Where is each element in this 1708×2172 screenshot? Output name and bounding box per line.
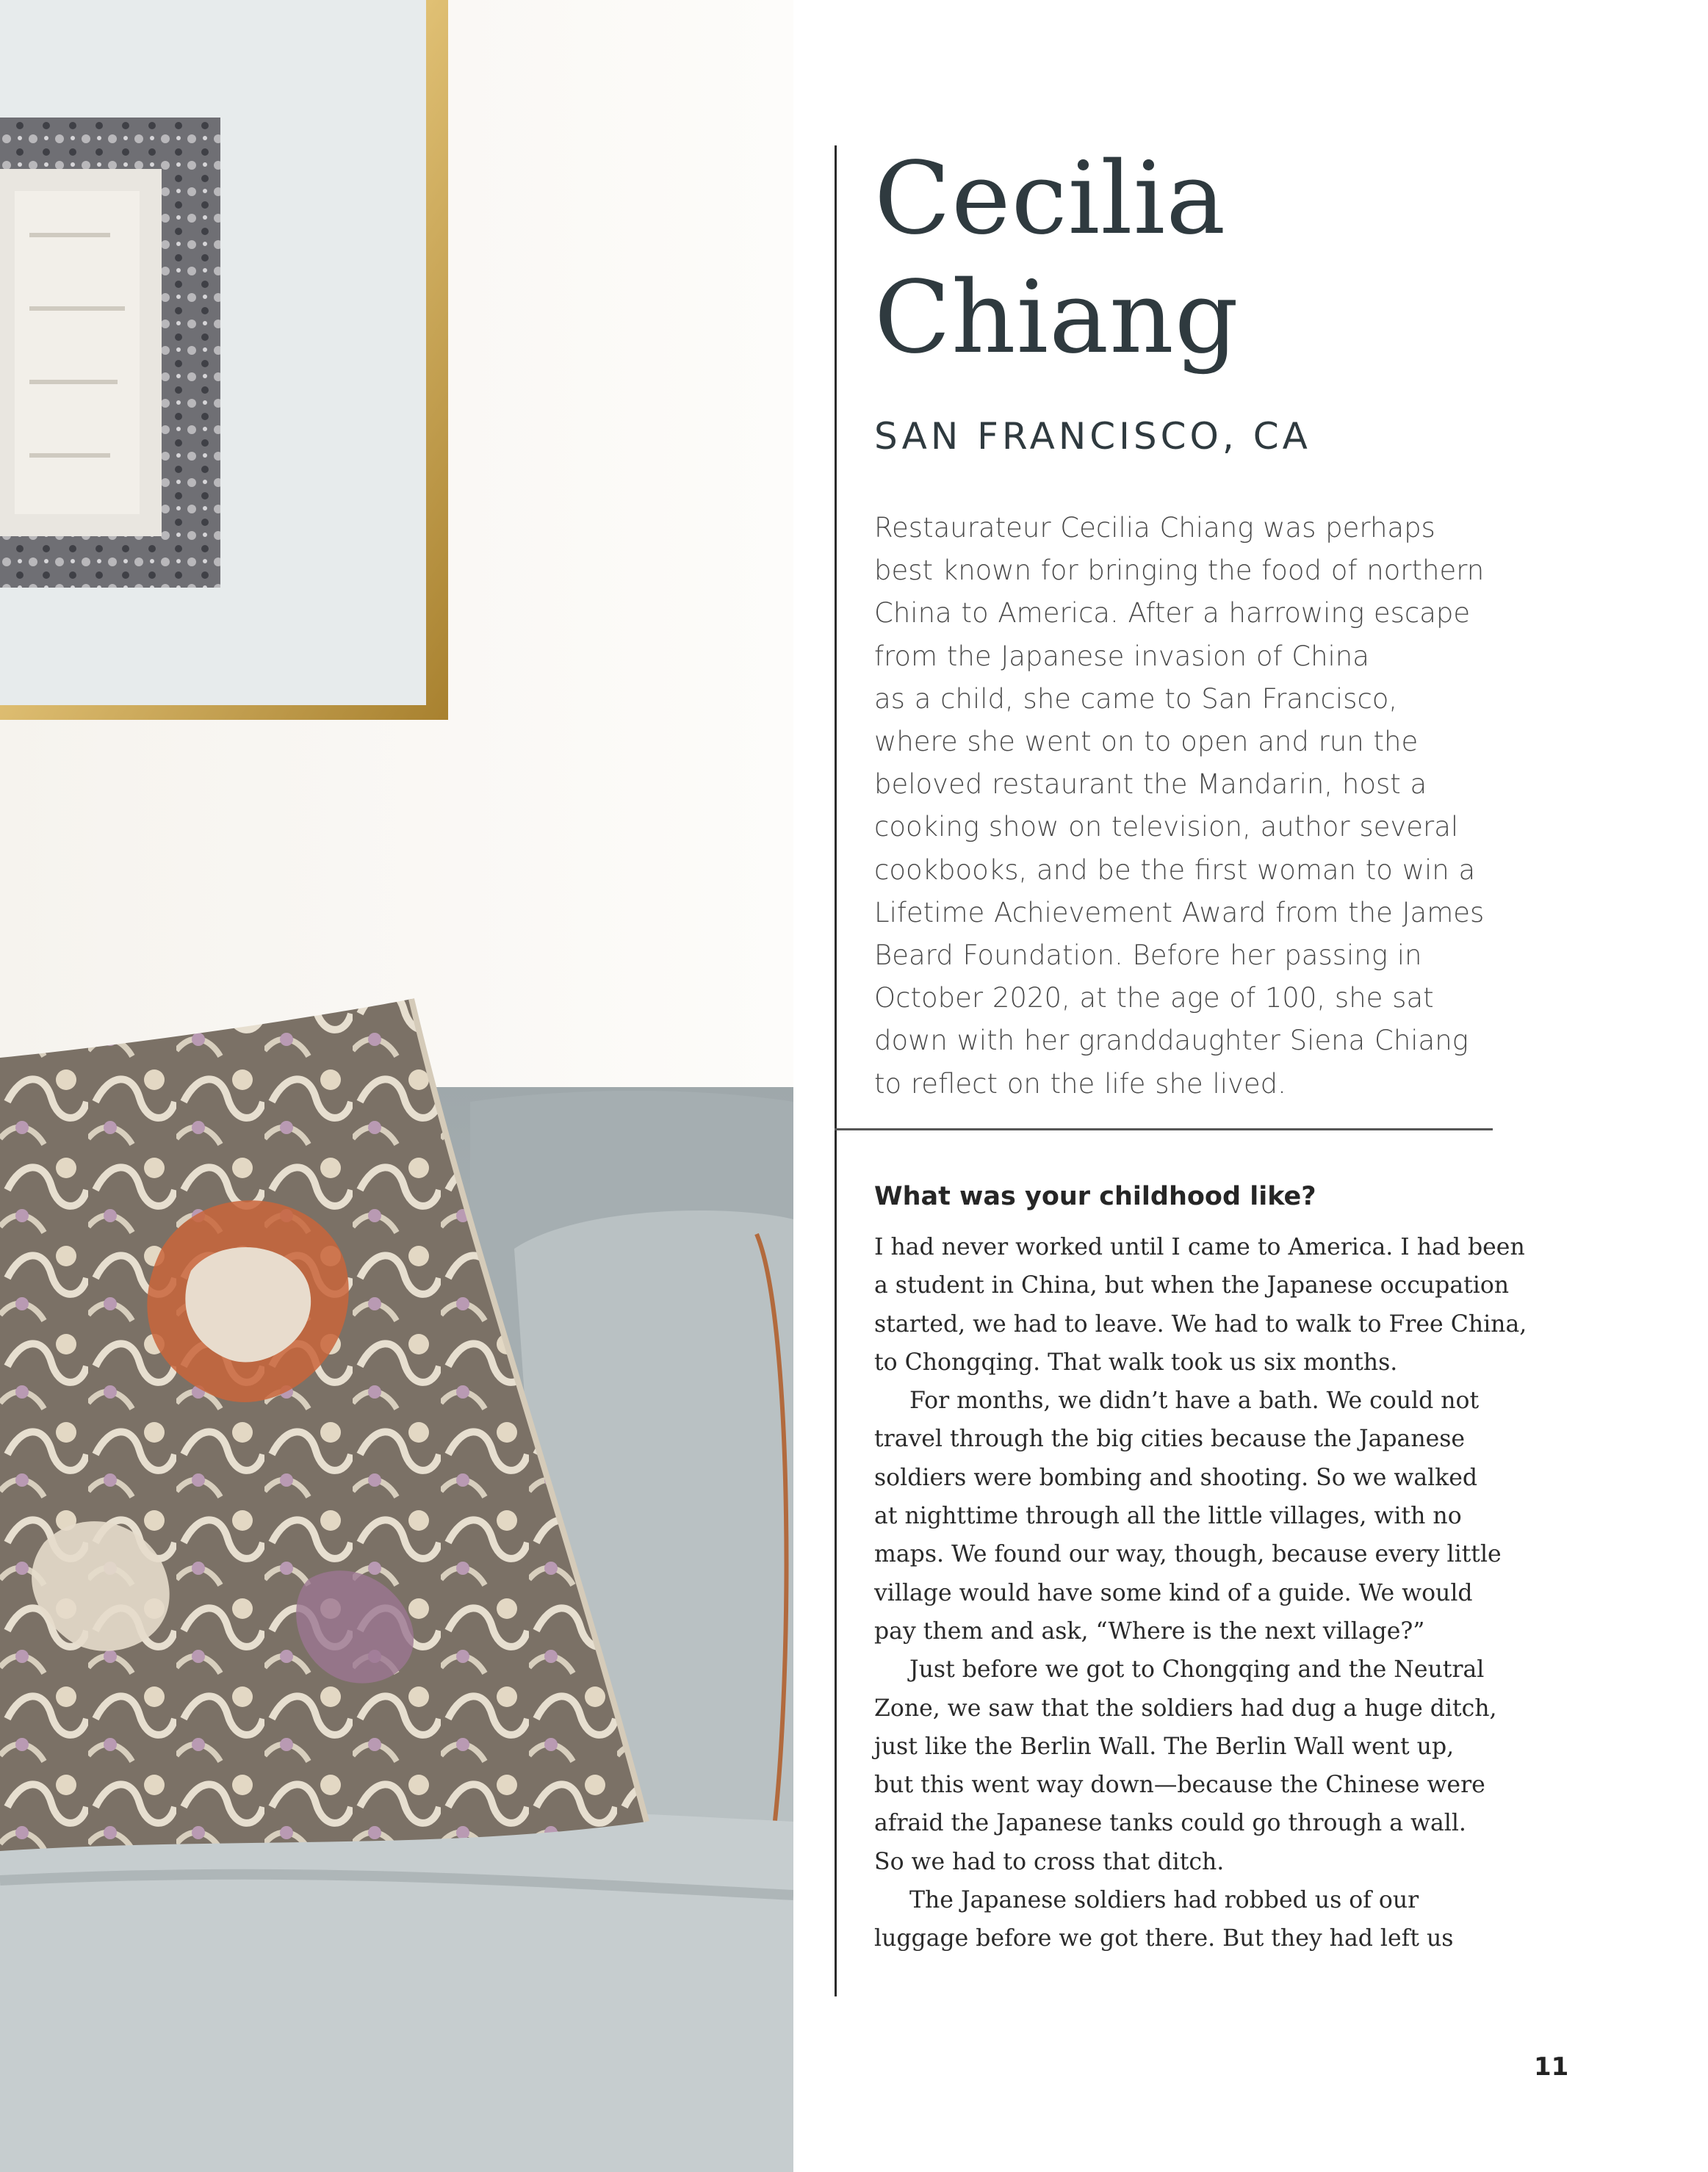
intro-line: best known for bringing the food of northern bbox=[874, 555, 1485, 587]
intro-line: Beard Foundation. Before her passing in bbox=[874, 939, 1422, 972]
page-number: 11 bbox=[1534, 2052, 1569, 2082]
intro-paragraph bbox=[874, 507, 1495, 1105]
answer-line: afraid the Japanese tanks could go through a wall. bbox=[874, 1810, 1466, 1837]
horizontal-divider bbox=[835, 1128, 1493, 1130]
answer-line: but this went way down—because the Chinese were bbox=[874, 1772, 1485, 1799]
intro-line: down with her granddaughter Siena Chiang bbox=[874, 1025, 1469, 1057]
interview-question: What was your childhood like? bbox=[874, 1182, 1316, 1211]
answer-line: a student in China, but when the Japanese occupation bbox=[874, 1272, 1510, 1299]
intro-line: to reflect on the life she lived. bbox=[874, 1067, 1286, 1100]
answer-line: pay them and ask, “Where is the next village?” bbox=[874, 1617, 1425, 1645]
answer-line: I had never worked until I came to America. I had been bbox=[874, 1234, 1525, 1260]
intro-line: cookbooks, and be the first woman to win a bbox=[874, 854, 1476, 886]
answer-line: Zone, we saw that the soldiers had dug a huge ditch, bbox=[874, 1695, 1497, 1722]
article-title bbox=[874, 140, 1477, 378]
answer-line: just like the Berlin Wall. The Berlin Wall went up, bbox=[874, 1733, 1455, 1760]
title-line-1: Cecilia bbox=[874, 141, 1227, 257]
answer-line: The Japanese soldiers had robbed us of our bbox=[909, 1887, 1419, 1914]
intro-line: October 2020, at the age of 100, she sat bbox=[874, 982, 1434, 1014]
vertical-divider-top bbox=[835, 145, 837, 1130]
answer-line: travel through the big cities because the Japanese bbox=[874, 1426, 1466, 1453]
answer-line: maps. We found our way, though, because every little bbox=[874, 1541, 1502, 1568]
intro-line: from the Japanese invasion of China bbox=[874, 640, 1369, 672]
title-line-2: Chiang bbox=[874, 260, 1239, 376]
answer-line: at nighttime through all the little villages, with no bbox=[874, 1503, 1462, 1530]
answer-line: luggage before we got there. But they had left us bbox=[874, 1925, 1454, 1952]
answer-line: For months, we didn’t have a bath. We could not bbox=[909, 1388, 1480, 1415]
answer-line: to Chongqing. That walk took us six months. bbox=[874, 1349, 1398, 1376]
intro-line: where she went on to open and run the bbox=[874, 726, 1419, 758]
answer-line: soldiers were bombing and shooting. So we walked bbox=[874, 1464, 1478, 1491]
intro-line: as a child, she came to San Francisco, bbox=[874, 682, 1398, 715]
intro-line: Lifetime Achievement Award from the James bbox=[874, 896, 1485, 928]
answer-line: Just before we got to Chongqing and the Neutral bbox=[909, 1656, 1485, 1684]
location-heading: SAN FRANCISCO, CA bbox=[874, 415, 1311, 458]
interview-answer bbox=[874, 1228, 1527, 1958]
intro-line: cooking show on television, author several bbox=[874, 811, 1459, 843]
answer-line: started, we had to leave. We had to walk to Free China, bbox=[874, 1310, 1527, 1338]
answer-line: So we had to cross that ditch. bbox=[874, 1848, 1225, 1875]
intro-line: beloved restaurant the Mandarin, host a bbox=[874, 768, 1427, 801]
portrait-photo bbox=[0, 0, 793, 2172]
intro-line: Restaurateur Cecilia Chiang was perhaps bbox=[874, 512, 1435, 544]
answer-line: village would have some kind of a guide. We would bbox=[874, 1579, 1473, 1606]
vertical-divider-bottom bbox=[835, 1130, 837, 1996]
intro-line: China to America. After a harrowing escape bbox=[874, 597, 1471, 629]
